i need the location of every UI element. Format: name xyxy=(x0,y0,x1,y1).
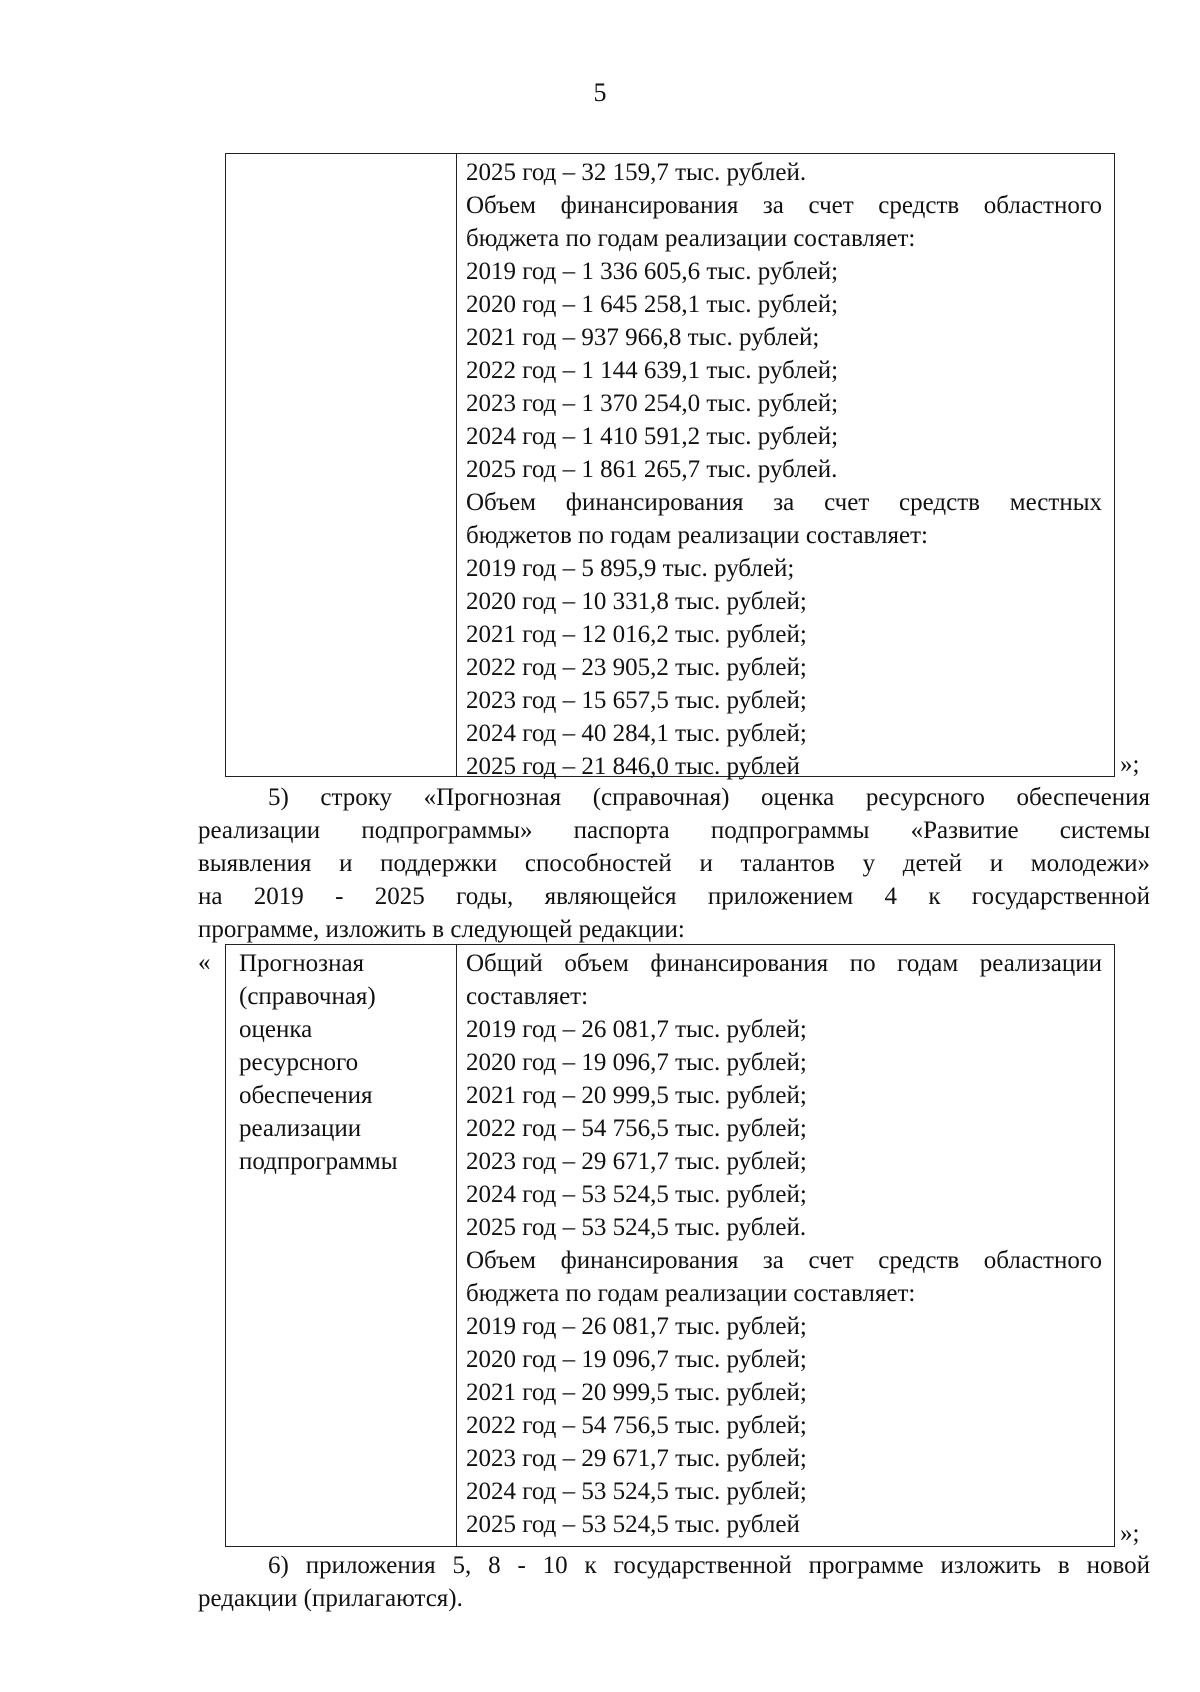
table1-right-cell xyxy=(466,156,1102,783)
table1-left-cell xyxy=(226,154,456,776)
text-line: 2020 год – 19 096,7 тыс. рублей; xyxy=(466,1049,807,1076)
text-line: 2019 год – 26 081,7 тыс. рублей; xyxy=(466,1313,807,1340)
text-line: Прогнозная xyxy=(239,950,365,977)
text-line: бюджета по годам реализации составляет: xyxy=(466,1280,916,1307)
text-line: 2024 год – 53 524,5 тыс. рублей; xyxy=(466,1181,807,1208)
paragraph-5 xyxy=(198,781,1150,946)
text-line: реализации xyxy=(239,1115,362,1142)
text-line: 2024 год – 1 410 591,2 тыс. рублей; xyxy=(466,423,839,450)
text-line: 2025 год – 21 846,0 тыс. рублей xyxy=(466,753,800,780)
text-line: ресурсного xyxy=(239,1049,359,1076)
text-line: составляет: xyxy=(466,983,589,1010)
opening-quote: « xyxy=(198,949,211,976)
text-line: Объем финансирования за счет средств местных xyxy=(466,489,1102,516)
text-line: 2025 год – 53 524,5 тыс. рублей. xyxy=(466,1214,807,1241)
text-line: 2024 год – 53 524,5 тыс. рублей; xyxy=(466,1478,807,1505)
text-line: 2021 год – 937 966,8 тыс. рублей; xyxy=(466,324,820,351)
text-line: 2021 год – 20 999,5 тыс. рублей; xyxy=(466,1082,807,1109)
text-line: 2022 год – 23 905,2 тыс. рублей; xyxy=(466,654,807,681)
text-line: 2023 год – 29 671,7 тыс. рублей; xyxy=(466,1148,807,1175)
text-line: 2022 год – 1 144 639,1 тыс. рублей; xyxy=(466,357,839,384)
text-line: 5) строку «Прогнозная (справочная) оценка ресурсного обеспечения xyxy=(268,784,1150,811)
closing-quote: »; xyxy=(1120,1520,1140,1547)
text-line: 2019 год – 26 081,7 тыс. рублей; xyxy=(466,1016,807,1043)
text-line: 2022 год – 54 756,5 тыс. рублей; xyxy=(466,1412,807,1439)
text-line: 2025 год – 32 159,7 тыс. рублей. xyxy=(466,159,807,186)
text-line: 2021 год – 12 016,2 тыс. рублей; xyxy=(466,621,807,648)
text-line: бюджета по годам реализации составляет: xyxy=(466,225,916,252)
table2-right-cell xyxy=(466,947,1102,1541)
text-line: бюджетов по годам реализации составляет: xyxy=(466,522,928,549)
table2-left-cell xyxy=(239,947,449,1178)
text-line: 2023 год – 15 657,5 тыс. рублей; xyxy=(466,687,807,714)
page-number: 5 xyxy=(593,78,607,107)
text-line: 2025 год – 1 861 265,7 тыс. рублей. xyxy=(466,456,838,483)
funding-table-subprogram xyxy=(225,944,1115,1547)
text-line: реализации подпрограммы» паспорта подпрограммы «Развитие системы xyxy=(198,817,1150,844)
text-line: 2020 год – 19 096,7 тыс. рублей; xyxy=(466,1346,807,1373)
text-line: 2019 год – 1 336 605,6 тыс. рублей; xyxy=(466,258,839,285)
text-line: на 2019 - 2025 годы, являющейся приложением 4 к государственной xyxy=(198,883,1150,910)
text-line: выявления и поддержки способностей и талантов у детей и молодежи» xyxy=(198,850,1150,877)
text-line: 2023 год – 1 370 254,0 тыс. рублей; xyxy=(466,390,839,417)
column-divider xyxy=(456,154,457,776)
text-line: Объем финансирования за счет средств областного xyxy=(466,1247,1102,1274)
text-line: Общий объем финансирования по годам реализации xyxy=(466,950,1102,977)
text-line: 6) приложения 5, 8 - 10 к государственной программе изложить в новой xyxy=(268,1552,1150,1579)
text-line: подпрограммы xyxy=(239,1148,398,1175)
text-line: программе, изложить в следующей редакции: xyxy=(198,916,685,943)
column-divider xyxy=(456,945,457,1546)
text-line: обеспечения xyxy=(239,1082,373,1109)
text-line: Объем финансирования за счет средств областного xyxy=(466,192,1102,219)
text-line: 2020 год – 10 331,8 тыс. рублей; xyxy=(466,588,807,615)
text-line: (справочная) xyxy=(239,983,376,1010)
text-line: редакции (прилагаются). xyxy=(198,1585,463,1612)
text-line: оценка xyxy=(239,1016,313,1043)
text-line: 2025 год – 53 524,5 тыс. рублей xyxy=(466,1511,800,1538)
closing-quote: »; xyxy=(1120,751,1140,778)
text-line: 2019 год – 5 895,9 тыс. рублей; xyxy=(466,555,795,582)
text-line: 2023 год – 29 671,7 тыс. рублей; xyxy=(466,1445,807,1472)
text-line: 2022 год – 54 756,5 тыс. рублей; xyxy=(466,1115,807,1142)
text-line: 2024 год – 40 284,1 тыс. рублей; xyxy=(466,720,807,747)
paragraph-6 xyxy=(198,1549,1150,1615)
funding-table-continued xyxy=(225,153,1115,780)
text-line: 2020 год – 1 645 258,1 тыс. рублей; xyxy=(466,291,839,318)
text-line: 2021 год – 20 999,5 тыс. рублей; xyxy=(466,1379,807,1406)
